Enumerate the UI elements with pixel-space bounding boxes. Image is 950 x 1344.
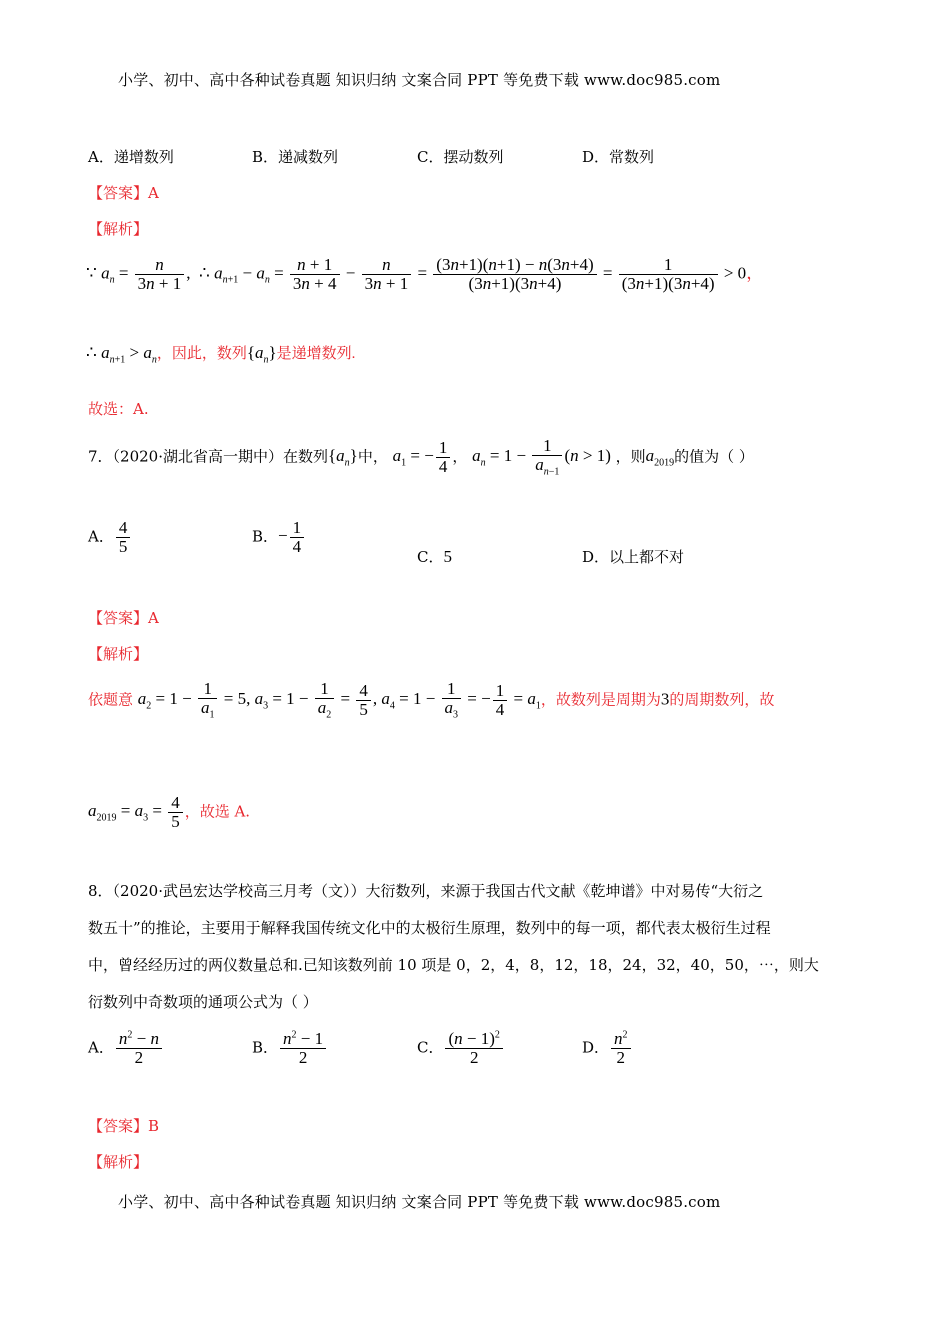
q7-final: $a_{2019} = a_3$ = $\frac{4}{5}$ ，故选 A. bbox=[88, 793, 251, 831]
q7-option-b: B．− $\frac{1}{4}$ bbox=[252, 519, 306, 556]
q7-solution: 依题意 $a_2 = 1$ − $\frac{1}{a_1}$ = 5, $a_3 = 1$ − $\frac{1}{a_2}$ = $\frac{4}{5}$ , $a_4 = 1$ − $\frac{1}{a_3}$ = − $\frac{1}{4}$ = $a_1$，故数列是周期为3的周期数列，故 bbox=[88, 679, 775, 721]
page-header: 小学、初中、高中各种试卷真题 知识归纳 文案合同 PPT 等免费下载 www.doc985.com bbox=[118, 71, 721, 89]
q8-option-c: C． $\frac{(n - 1)^2}{2}$ bbox=[417, 1030, 505, 1067]
q7-option-d: D．以上都不对 bbox=[582, 548, 685, 566]
q8-option-d: D． $\frac{n^2}{2}$ bbox=[582, 1030, 633, 1067]
page-footer: 小学、初中、高中各种试卷真题 知识归纳 文案合同 PPT 等免费下载 www.doc985.com bbox=[118, 1193, 721, 1211]
q8-line-1: 8．（2020·武邑宏达学校高三月考（文））大衍数列，来源于我国古代文献《乾坤谱》中对易传“大衍之 bbox=[88, 882, 764, 900]
q8-line-3: 中，曾经经历过的两仪数量总和.已知该数列前 10 项是 0，2，4，8，12，18，24，32，40，50，⋯，则大 bbox=[88, 956, 819, 974]
q6-option-c: C．摆动数列 bbox=[417, 148, 504, 166]
q6-analysis-label: 【解析】 bbox=[88, 220, 149, 238]
q6-option-d: D．常数列 bbox=[582, 148, 655, 166]
q6-option-b: B．递减数列 bbox=[252, 148, 339, 166]
q7-stem: 7．（2020·湖北省高一期中）在数列$\{a_n\}$中， $a_1$ = − $\frac{1}{4}$ ， $a_n = 1$ − $\frac{1}{a_{n-1}}$ (n > 1) ，则$a_{2019}$的值为（ ） bbox=[88, 436, 754, 478]
q6-option-a: A．递增数列 bbox=[88, 148, 174, 166]
q8-analysis-label: 【解析】 bbox=[88, 1153, 149, 1171]
q7-analysis-label: 【解析】 bbox=[88, 645, 149, 663]
q7-answer: 【答案】A bbox=[88, 609, 159, 627]
q8-option-a: A． $\frac{n^2 - n}{2}$ bbox=[88, 1030, 164, 1067]
q6-derivation: ∵ $a_n$ = $\frac{n}{3n + 1}$ , ∴ $a_{n+1} - a_n$ = $\frac{n + 1}{3n + 4}$ − $\frac{n}{3n + 1}$ = $\frac{(3n+1)(n+1) - n(3n+4)}{(3n+1)(3n+4)}$ = $\frac{1}{(3n+1)(3n+4)}$ > 0， bbox=[86, 255, 764, 293]
q8-line-4: 衍数列中奇数项的通项公式为（ ） bbox=[88, 993, 318, 1011]
q6-answer: 【答案】A bbox=[88, 184, 159, 202]
q7-option-c: C．5 bbox=[417, 547, 452, 566]
q8-line-2: 数五十”的推论，主要用于解释我国传统文化中的太极衍生原理，数列中的每一项，都代表太极衍生过程 bbox=[88, 919, 771, 937]
q7-option-a: A． $\frac{4}{5}$ bbox=[88, 519, 132, 556]
q6-conclusion: ∴ $a_{n+1} > a_n$，因此，数列$\{a_n\}$是递增数列. bbox=[86, 343, 356, 366]
q8-answer: 【答案】B bbox=[88, 1117, 160, 1135]
q6-choose: 故选：A. bbox=[88, 400, 149, 418]
q8-option-b: B． $\frac{n^2 - 1}{2}$ bbox=[252, 1030, 328, 1067]
